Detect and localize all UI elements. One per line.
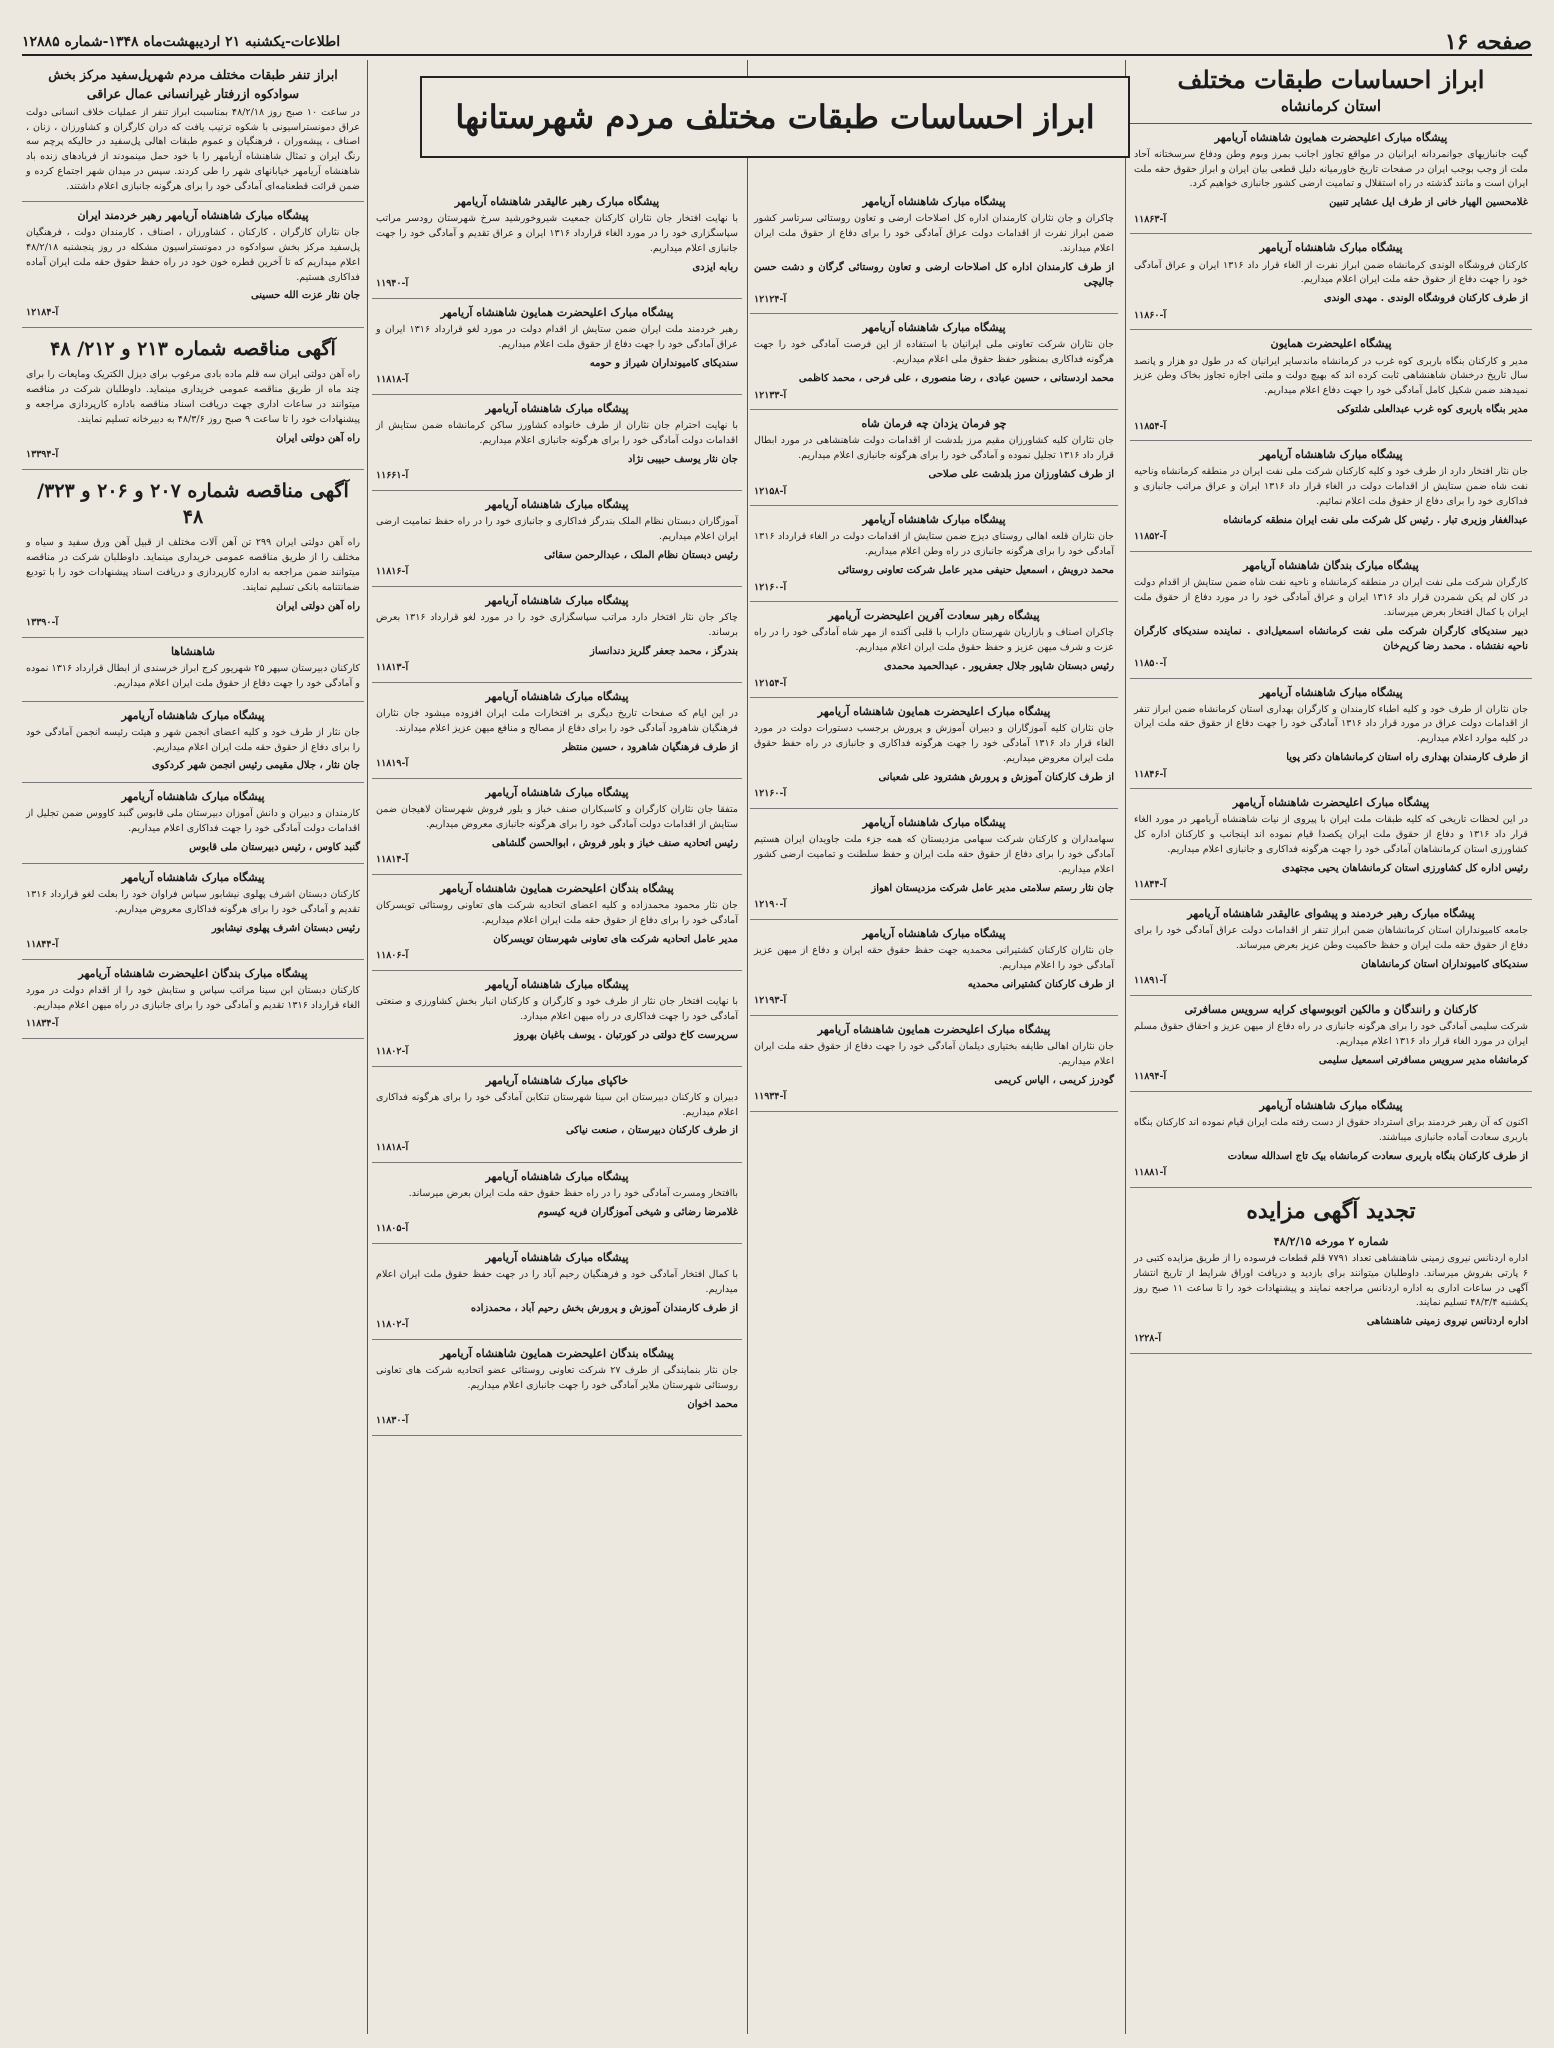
announcement	[372, 299, 742, 395]
page-header	[22, 30, 1532, 56]
announcement-body: کارگران شرکت ملی نفت ایران در منطقه کرمانشاه و ناحیه نفت شاه ضمن ستایش از اقدام دولت در کان لم یکن شمردن قرار داد ۱۳۱۶ ایران و عراق آمادگی خود را در مورد دفاع از حقوق ملت ایران با کمال افتخار بعرض میرساند.	[1134, 577, 1529, 618]
announcement-signature: محمد اخوان	[687, 1398, 738, 1410]
announcement-signature: عبدالغفار وزیری تبار . رئیس کل شرکت ملی نفت ایران منطقه کرمانشاه	[1223, 514, 1528, 526]
announcement-code: آ-۱۱۸۴۴	[1134, 879, 1167, 891]
announcement	[750, 506, 1118, 602]
announcement-title: پیشگاه مبارک شاهنشاه آریامهر	[862, 816, 1006, 830]
announcement-body: مدیر و کارکنان بنگاه باربری کوه غرب در کرمانشاه ماندسایر ایرانیان که در طول دو هزار و پانصد سال تاریخ درخشان شاهنشاهی ثابت کرده اند که بهیچ دولت و ملتی اجازه تجاوز بخاک وطن عزیز نمیدهند ضمن شکیل کامل آمادگی خود را جهت دفاع اعلام میداریم.	[1134, 355, 1528, 397]
announcement	[750, 1016, 1118, 1112]
announcement-signature: کرمانشاه مدیر سرویس مسافرتی اسمعیل سلیمی	[1318, 1054, 1528, 1066]
announcement-body: جان نثار افتخار دارد از طرف خود و کلیه کارکنان شرکت ملی نفت ایران در منطقه کرمانشاه وناحیه نفت شاه ضمن ستایش از اقدامات دولت در الغاء قرار داد ۱۳۱۶ ایران و عراق مراتب جانبازی و فداکاری خود را برای دفاع از حقوق ملت اعلام نمائیم.	[1134, 466, 1529, 508]
announcement	[1130, 996, 1532, 1092]
announcement-code: آ-۱۱۸۵۲	[1134, 531, 1167, 543]
announcement	[1130, 330, 1532, 441]
announcement	[22, 202, 364, 328]
announcement-title: پیشگاه مبارک شاهنشاه آریامهر	[485, 497, 629, 511]
announcement-body: با نهایت احترام جان نثاران از طرف خانواده کشاورز ساکن کرمانشاه ضمن ستایش از اقدامات دولت آمادگی خود را برای هرگونه جانبازی اعلام میداریم.	[376, 419, 738, 446]
announcement-body: کارکنان دبیرستان سپهر ۲۵ شهریور کرج ابراز خرسندی از ابطال قرارداد ۱۳۱۶ نموده و آمادگی خود را جهت دفاع از حقوق ملت ایران اعلام میداریم.	[26, 662, 360, 689]
announcement	[372, 1067, 742, 1163]
announcement-signature: محمد اردستانی ، حسین عبادی ، رضا منصوری ، علی فرحی ، محمد کاظمی	[798, 373, 1114, 385]
announcement-title: پیشگاه مبارک شاهنشاه آریامهر	[485, 593, 629, 607]
announcement-signature: جان نثار رستم سلامتی مدیر عامل شرکت مزدیستان اهواز	[871, 882, 1114, 894]
announcement-body: جان نثار از طرف خود و کلیه اعضای انجمن شهر و هیئت رئیسه انجمن آمادگی خود را برای دفاع از حقوق حقه ملت ایران اعلام میداریم.	[26, 726, 360, 753]
announcement-code: آ-۱۲۱۹۳	[754, 995, 787, 1007]
auction-code: آ-۱۲۲۸	[1134, 1332, 1162, 1344]
column-rule	[367, 60, 368, 2034]
announcement	[22, 783, 364, 864]
announcement-title: کارکنان و رانندگان و مالکین اتوبوسهای کرایه سرویس مسافرتی	[1184, 1003, 1478, 1017]
announcement-body: جان نثاران کارگران ، کارکنان ، کشاورزان ، اصناف ، کارمندان دولت ، فرهنگیان پل‌سفید مرکز بخش سوادکوه در دمونستراسیون مشکله در روز پنجشنبه ۴۸/۲/۱۸ اعلام میداریم که تا آخرین قطره خون خود در راه حفظ حقوق حقه ملت ایران آماده فداکاری هستیم.	[26, 226, 360, 283]
announcement-code: آ-۱۱۸۹۱	[1134, 975, 1167, 987]
announcement-title: پیشگاه مبارک شاهنشاه آریامهر	[121, 789, 265, 803]
announcement-signature: بندرگز ، محمد جعفر گلریز دندانساز	[590, 645, 738, 657]
auction-body: اداره اردنانس نیروی زمینی شاهنشاهی تعداد ۷۷۹۱ قلم قطعات فرسوده را از طریق مزایده کتبی در ۶ پارتی بفروش میرساند. داوطلبان میتوانند برای بازدید و دریافت اوراق شرایط از تاریخ انتشار آگهی در ساعات اداری به اداره اردنانس مراجعه نمایند و پیشنهادات خود را تا ساعت ۱۱ صبح روز یکشنبه ۴۸/۳/۴ تسلیم نمایند.	[1134, 1252, 1528, 1309]
announcement	[372, 1244, 742, 1340]
tender-code: آ-۱۳۳۹۴	[26, 449, 59, 461]
announcement-body: جان نثاران از طرف خود و کلیه اطباء کارمندان و کارگران بهداری استان کرمانشاه ضمن ابراز تنفر از اقدامات دولت عراق در مورد قرار داد ۱۳۱۶ آمادگی خود را جهت دفاع از حقوق حقه ملت ایران در کلیه موارد اعلام میداریم.	[1134, 703, 1528, 745]
announcement-code: آ-۱۱۸۰۲	[376, 1046, 409, 1057]
announcement-code: آ-۱۱۸۳۴	[26, 1017, 59, 1029]
announcement-signature: جان نثار عزت الله حسینی	[250, 290, 360, 302]
announcement-body: کارکنان دبستان ابن سینا مراتب سپاس و ستایش خود را از اقدام دولت در مورد الغاء قرارداد ۱۳۱۶ تقدیم و آمادگی خود را برای جانبازی در راه میهن اعلام میداریم.	[26, 985, 360, 1012]
announcement-body: آموزگاران دبستان نظام الملک بندرگز فداکاری و جانبازی خود را در راه حفظ تمامیت ارضی ایران اعلام میداریم.	[376, 515, 738, 542]
announcement-code: آ-۱۱۸۵۰	[1134, 657, 1167, 669]
announcement-code: آ-۱۱۸۰۲	[376, 1319, 409, 1331]
announcement	[1130, 441, 1532, 552]
announcement-signature: سندیکای کامیونداران شیراز و حومه	[589, 357, 738, 369]
announcement-body: کارکنان دبستان اشرف پهلوی نیشابور سپاس فراوان خود را بعلت لغو قرارداد ۱۳۱۶ تقدیم و آمادگی خود را برای هرگونه فداکاری معروض میداریم.	[26, 889, 360, 916]
announcement	[750, 920, 1118, 1016]
announcement-code: آ-۱۱۸۴۶	[1134, 768, 1167, 780]
announcement-body: جان نثاران کارکنان کشتیرانی محمدیه جهت حفظ حقوق حقه ایران و دفاع از میهن عزیز آمادگی خود را اعلام میداریم.	[754, 945, 1114, 971]
announcement-code: آ-۱۲۱۶۰	[754, 581, 787, 593]
announcement-code: آ-۱۲۱۳۳	[754, 389, 787, 401]
page-number: صفحه ۱۶	[1444, 29, 1532, 55]
announcement-signature: گودرز کریمی ، الیاس کریمی	[994, 1074, 1114, 1086]
announcement-body: جان نثار بنمایندگی از طرف ۲۷ شرکت تعاونی روستائی عضو اتحادیه شرکت های تعاونی روستائی شهرستان ملایر آمادگی خود را جهت جانبازی اعلام میداریم.	[376, 1364, 738, 1391]
announcement-body: جان نثاران کلیه آموزگاران و دبیران آموزش و پرورش برجسب دستورات دولت در مورد الغاء قرار داد ۱۳۱۶ آمادگی خود را جهت هرگونه فداکاری و جانبازی در راه حفظ حقوق ملت ایران معروض میداریم.	[754, 723, 1114, 765]
announcement-title: پیشگاه مبارک شاهنشاه آریامهر رهبر خردمند ایران	[77, 208, 309, 222]
announcement-title: پیشگاه بندگان اعلیحضرت همایون شاهنشاه آریامهر	[440, 881, 674, 895]
announcement	[1130, 679, 1532, 790]
issue-line: اطلاعات-یکشنبه ۲۱ اردیبهشت‌ماه ۱۳۴۸-شماره ۱۲۸۸۵	[22, 34, 341, 50]
announcement-code: آ-۱۱۶۶۱	[376, 470, 409, 482]
announcement-title: پیشگاه مبارک شاهنشاه آریامهر	[485, 785, 629, 799]
tender-title: آگهی مناقصه شماره ۲۱۳ و ۲۱۲/ ۴۸	[50, 337, 336, 360]
announcement	[750, 188, 1118, 314]
announcement-code: آ-۱۱۸۱۳	[376, 662, 409, 674]
announcement	[372, 395, 742, 491]
announcement	[1130, 789, 1532, 900]
announcement-signature: سرپرست کاخ دولتی در کورتبان . یوسف باغبان بهروز	[514, 1029, 738, 1041]
auction-notice	[1130, 1188, 1532, 1353]
announcement-signature: محمد درویش ، اسمعیل حنیفی مدیر عامل شرکت تعاونی روستائی	[837, 565, 1114, 577]
announcement-body: شرکت سلیمی آمادگی خود را برای هرگونه جانبازی در راه دفاع از میهن عزیز و احقاق حقوق مسلم ایران در مورد الغاء قرار داد ۱۳۱۶ اعلام میداریم.	[1134, 1021, 1528, 1048]
announcement-body: در این لحظات تاریخی که کلیه طبقات ملت ایران با پیروی از نیات شاهنشاه آریامهر در مورد الغاء قرار داد ۱۳۱۶ و دفاع از حقوق ملت ایران یکصدا قیام نموده اند اینجانب و کارکنان اداره کل کشاورزی استان کرمانشاهان آمادگی خود را جهت هرگونه فداکاری و جانبازی اعلام میداریم.	[1134, 814, 1528, 856]
auction-number: شماره ۲ مورخه ۴۸/۲/۱۵	[1273, 1234, 1389, 1248]
announcement-signature: رئیس دبستان شاپور جلال جعفرپور . عبدالحمید محمدی	[883, 661, 1114, 673]
announcement-code: آ-۱۱۹۴۰	[376, 278, 409, 290]
middle-left-column	[372, 60, 742, 2034]
tender-notice	[22, 470, 364, 638]
announcement-title: پیشگاه مبارک شاهنشاه آریامهر	[1259, 241, 1403, 255]
announcement	[1130, 900, 1532, 996]
announcement-signature: از طرف کارکنان آموزش و پرورش هشترود علی شعبانی	[878, 771, 1114, 783]
announcement-code: آ-۱۱۸۶۳	[1134, 213, 1167, 225]
announcement	[22, 864, 364, 960]
announcement-code: آ-۱۱۸۵۴	[1134, 420, 1167, 432]
announcement-body: کارمندان و دبیران و دانش آموزان دبیرستان ملی قابوس گنبد کاووس ضمن تجلیل از اقدامات دولت آمادگی خود را جهت فداکاری اعلام میداریم.	[26, 807, 360, 834]
announcement-title: پیشگاه مبارک اعلیحضرت همایون شاهنشاه آریامهر	[440, 305, 674, 319]
announcement-title: پیشگاه مبارک شاهنشاه آریامهر	[485, 689, 629, 703]
announcement-code: آ-۱۱۸۱۹	[376, 758, 409, 770]
announcement-signature: ربابه ایزدی	[692, 261, 738, 273]
announcement-signature: از طرف کارکنان دبیرستان ، صنعت نیاکی	[565, 1125, 738, 1137]
auction-signature: اداره اردنانس نیروی زمینی شاهنشاهی	[1366, 1316, 1528, 1328]
announcement	[22, 960, 364, 1038]
announcement-code: آ-۱۱۸۱۸	[376, 1141, 409, 1153]
middle-right-column	[750, 60, 1118, 2034]
announcement-signature: سندیکای کامیونداران استان کرمانشاهان	[1360, 958, 1528, 970]
tender-body: راه آهن دولتی ایران ۲۹۹ تن آهن آلات مختلف از قبیل آهن ورق سفید و سیاه و مختلف را از طریق مناقصه عمومی خریداری مینماید. داوطلبان شرکت در مناقصه میتوانند ضمن مراجعه به اداره کارپردازی و دریافت اسناد پیشنهادات خود را با تودیع ضمانتنامه بانکی تسلیم نمایند.	[26, 537, 360, 593]
announcement-signature: از طرف کارمندان بهداری راه استان کرمانشاهان دکتر پویا	[1286, 752, 1528, 764]
announcement-body: رهبر خردمند ملت ایران ضمن ستایش از اقدام دولت در مورد لغو قرارداد ۱۳۱۶ ایران و عراق آمادگی خود را جهت دفاع از حقوق ملت اعلام میداریم.	[376, 323, 738, 350]
announcement-title: پیشگاه مبارک اعلیحضرت همایون شاهنشاه آریامهر	[1214, 130, 1448, 144]
tender-title: آگهی مناقصه شماره ۲۰۷ و ۲۰۶ و ۳۲۳/ ۴۸	[37, 479, 349, 528]
announcement-code: آ-۱۲۱۶۰	[754, 788, 787, 800]
announcement-title: پیشگاه بندگان اعلیحضرت همایون شاهنشاه آریامهر	[440, 1346, 674, 1360]
announcement-body: جان نثاران اهالی طایفه بختیاری دیلمان آمادگی خود را جهت دفاع از حقوق حقه ملت ایران اعلام میداریم.	[754, 1041, 1114, 1067]
announcement-body: با نهایت افتخار جان نثاران کارکنان جمعیت شیروخورشید سرخ شهرستان رودسر مراتب سپاسگزاری خود را در مورد الغاء قرارداد ۱۳۱۶ ایران و عراق تقدیم و آمادگی خود را جهت جانبازی اعلام میداریم.	[376, 213, 738, 254]
announcement-title: پیشگاه اعلیحضرت همایون	[1270, 337, 1392, 351]
announcement-body: در این ایام که صفحات تاریخ دیگری بر افتخارات ملت ایران افزوده میشود جان نثاران فرهنگیان شاهرود آمادگی خود را برای دفاع از مصالح و منافع میهن عزیز اعلام میدارند.	[376, 707, 738, 734]
announcement-title: پیشگاه مبارک شاهنشاه آریامهر	[485, 401, 629, 415]
announcement-body: جان نثار محمود محمدزاده و کلیه اعضای اتحادیه شرکت های تعاونی روستائی تویسرکان آمادگی خود را برای دفاع از حقوق حقه ملت ایران اعلام میداریم.	[376, 899, 738, 926]
right-column	[1130, 60, 1532, 2034]
announcement-code: آ-۱۲۱۵۴	[754, 677, 787, 689]
story-body: در ساعت ۱۰ صبح روز ۴۸/۲/۱۸ بمناسبت ابراز تنفر از عملیات خلاف انسانی دولت عراق دمونستراسیونی با شکوه ترتیب یافت که دران کارگران و کشاورزان ، زنان ، اصناف ، پیشه‌وران ، فرهنگیان و عموم طبقات اهالی پل‌سفید در حالیکه پرچم سه رنگ ایران و تمثال شاهنشاه آریامهر را با خود حمل مینمودند از فریادهای زنده باد شاهنشاه آریامهر خیابانهای شهر را طی کردند. سپس در میدان شهر اجتماع کرده و ضمن قرائت قطعنامه‌ای آمادگی خود را برای هرگونه جانبازی اعلام داشتند.	[26, 106, 360, 193]
announcement-body: جان نثاران شرکت تعاونی ملی ایرانیان با استفاده از این فرصت آمادگی خود را جهت هرگونه فداکاری بمنظور حفظ حقوق ملی اعلام میداریم.	[754, 339, 1114, 366]
announcement-body: با کمال افتخار آمادگی خود و فرهنگیان رحیم آباد را در جهت حفظ حقوق ملت ایران اعلام میداریم.	[376, 1268, 738, 1295]
announcement	[1130, 552, 1532, 678]
announcement	[372, 1340, 742, 1436]
announcement	[750, 410, 1118, 506]
announcement-body: چاکران و جان نثاران کارمندان اداره کل اصلاحات ارضی و تعاون روستائی سرتاسر کشور ضمن ابراز نفرت از اقدامات دولت عراق آمادگی خود را برای دفاع از حقوق ملت ایران اعلام میدارند.	[754, 213, 1114, 254]
announcement-code: آ-۱۱۸۰۶	[376, 950, 409, 962]
announcement-signature: مدیر عامل اتحادیه شرکت های تعاونی شهرستان تویسرکان	[493, 933, 738, 945]
announcement-code: آ-۱۱۸۱۴	[376, 854, 409, 866]
announcement-signature: رئیس اداره کل کشاورزی استان کرمانشاهان یحیی مجتهدی	[1282, 862, 1528, 874]
announcement-body: گیت جانبازیهای جوانمردانه ایرانیان در مواقع تجاوز اجانب بمرز وبوم وطن ودفاع سرسختانه آحاد ملت از وجب بوجب ایران در صفحات تاریخ خاورمیانه دلیل قطعی بیان ایران و ابراز حقوق حقه ملت ایران است و مانند گذشته در راه استقلال و تمامیت ارضی کشور جانبازی خواهیم کرد.	[1134, 148, 1528, 190]
announcement-body: چاکر جان نثار افتخار دارد مراتب سپاسگزاری خود را در مورد لغو قرارداد ۱۳۱۶ بعرض برساند.	[376, 611, 738, 638]
announcement-body: سهامداران و کارکنان شرکت سهامی مزدیستان که همه جزء ملت جاویدان ایران هستیم آمادگی خود را برای دفاع از حقوق حقه ملت ایران و حفظ سلطنت و تمامیت ارضی کشور اعلام میداریم.	[754, 834, 1114, 875]
announcement-signature: گنبد کاوس ، رئیس دبیرستان ملی قابوس	[189, 841, 360, 853]
announcement-code: آ-۱۱۸۱۸	[376, 374, 409, 386]
section-title: ابراز احساسات طبقات مختلف استان کرمانشاه	[1130, 60, 1532, 124]
auction-title: تجدید آگهی مزایده	[1246, 1198, 1416, 1225]
announcement-title: پیشگاه مبارک شاهنشاه آریامهر	[862, 195, 1006, 208]
announcement-title: چو فرمان یزدان چه فرمان شاه	[861, 417, 1007, 431]
announcement-code: آ-۱۱۸۴۴	[26, 939, 59, 951]
announcement	[372, 971, 742, 1067]
announcement	[372, 491, 742, 587]
announcement-title: پیشگاه مبارک شاهنشاه آریامهر	[1259, 1099, 1403, 1113]
announcement-title: پیشگاه رهبر سعادت آفرین اعلیحضرت آریامهر	[828, 609, 1040, 623]
tender-signature: راه آهن دولتی ایران	[276, 600, 360, 612]
announcement	[372, 1163, 742, 1244]
announcement-title: پیشگاه مبارک اعلیحضرت همایون شاهنشاه آریامهر	[817, 1022, 1051, 1036]
announcement	[372, 587, 742, 683]
announcement-title: خاکپای مبارک شاهنشاه آریامهر	[485, 1073, 629, 1087]
tender-notice	[22, 328, 364, 470]
announcement-code: آ-۱۲۱۲۴	[754, 293, 787, 305]
announcement-signature: مدیر بنگاه باربری کوه غرب عبدالعلی شلتوکی	[1336, 404, 1528, 416]
tender-signature: راه آهن دولتی ایران	[276, 432, 360, 444]
announcement-title: پیشگاه مبارک شاهنشاه آریامهر	[121, 708, 265, 722]
announcement-signature: دبیر سندیکای کارگران شرکت ملی نفت کرمانشاه اسمعیل‌ادی . نماینده سندیکای کارگران ناحیه نفتشاه . محمد رضا کریم‌خان	[1134, 625, 1528, 653]
announcement-signature: از طرف کارمندان اداره کل اصلاحات ارضی و تعاون روستائی گرگان و دشت حسن جالیچی	[754, 261, 1114, 289]
announcement-code: آ-۱۱۸۹۴	[1134, 1071, 1167, 1083]
announcement-title: پیشگاه مبارک شاهنشاه آریامهر	[485, 1250, 629, 1264]
announcement-title: پیشگاه مبارک رهبر خردمند و پیشوای عالیقدر شاهنشاه آریامهر	[1187, 907, 1475, 921]
announcement-signature: از طرف کشاورزان مرز بلدشت علی صلاحی	[928, 469, 1114, 481]
announcement-signature: از طرف فرهنگیان شاهرود ، حسین منتظر	[562, 741, 738, 753]
announcement	[1130, 234, 1532, 330]
announcement-code: آ-۱۱۸۱۶	[376, 566, 409, 578]
announcement-title: پیشگاه مبارک شاهنشاه آریامهر	[862, 926, 1006, 940]
announcement	[372, 875, 742, 971]
announcement	[372, 779, 742, 875]
announcement	[372, 188, 742, 299]
announcement-signature: رئیس دبستان اشرف پهلوی نیشابور	[211, 922, 360, 934]
announcement-code: آ-۱۱۸۶۰	[1134, 309, 1167, 321]
announcement-title: پیشگاه مبارک شاهنشاه آریامهر	[1259, 448, 1403, 462]
announcement-body: باافتخار ومسرت آمادگی خود را در راه حفظ حقوق حقه ملت ایران بعرض میرساند.	[408, 1187, 738, 1199]
announcement-body: اکنون که آن رهبر خردمند برای استرداد حقوق از دست رفته ملت ایران قیام نموده اند کارکنان بنگاه باربری سعادت آماده جانبازی میباشند.	[1134, 1117, 1528, 1144]
announcement-title: شاهنشاها	[170, 644, 215, 658]
announcement-title: پیشگاه مبارک شاهنشاه آریامهر	[485, 977, 629, 991]
announcement	[372, 683, 742, 779]
announcement	[1130, 124, 1532, 235]
announcement-code: آ-۱۲۱۸۴	[26, 306, 59, 318]
announcement	[750, 698, 1118, 809]
announcement-title: پیشگاه مبارک شاهنشاه آریامهر	[862, 321, 1006, 335]
announcement-signature: رئیس اتحادیه صنف خباز و بلور فروش ، ابوالحسن گلشاهی	[492, 837, 738, 849]
announcement-title: پیشگاه مبارک بندگان شاهنشاه آریامهر	[1243, 559, 1419, 573]
announcement	[750, 809, 1118, 920]
announcement-title: پیشگاه مبارک اعلیحضرت همایون شاهنشاه آریامهر	[817, 705, 1051, 719]
announcement-title: پیشگاه مبارک بندگان اعلیحضرت شاهنشاه آریامهر	[78, 967, 308, 981]
announcement-title: پیشگاه مبارک رهبر عالیقدر شاهنشاه آریامهر	[454, 195, 660, 208]
announcement	[22, 702, 364, 783]
announcement-title: پیشگاه مبارک شاهنشاه آریامهر	[1259, 685, 1403, 699]
announcement-signature: رئیس دبستان نظام الملک ، عبدالرحمن سقائی	[544, 549, 738, 561]
announcement-body: جامعه کامیونداران استان کرمانشاهان ضمن ابراز تنفر از اقدامات دولت عراق آمادگی خود را برای دفاع از حقوق حقه ملت ایران و حفظ حاکمیت وطن عزیز بعرض میرساند.	[1134, 925, 1528, 952]
left-column	[22, 60, 364, 2034]
tender-body: راه آهن دولتی ایران سه قلم ماده بادی مرغوب برای دیزل الکتریک ومایعات را برای چند ماه از طریق مناقصه عمومی خریداری مینماید. داوطلبان شرکت در مناقصه میتوانند در ساعات اداری جهت دریافت اسناد مناقصه باداره کارپردازی مراجعه و پیشنهادات خود را تا ساعت ۹ صبح روز ۴۸/۳/۶ به دبیرخانه تسلیم نمایند.	[26, 369, 360, 425]
announcement-title: پیشگاه مبارک شاهنشاه آریامهر	[862, 513, 1006, 527]
announcement-signature: از طرف کارکنان فروشگاه الوندی . مهدی الوندی	[1323, 293, 1528, 305]
announcement-signature: غلامحسین الهیار خانی از طرف ایل عشایر تنبین	[1329, 197, 1528, 209]
announcement-signature: غلامرضا رضائی و شیخی آموزگاران فریه کیسوم	[537, 1206, 738, 1218]
tender-code: آ-۱۳۳۹۰	[26, 617, 59, 629]
column-rule	[1125, 60, 1126, 2034]
announcement-code: آ-۱۱۸۳۰	[376, 1415, 409, 1427]
announcement-body: جان نثاران کلیه کشاورزان مقیم مرز بلدشت از اقدامات دولت شاهنشاهی در مورد ابطال قرار داد ۱۳۱۶ تجلیل نموده و آمادگی خود را برای هرگونه جانبازی اعلام میداریم.	[754, 435, 1114, 462]
announcement-signature: از طرف کارکنان کشتیرانی محمدیه	[967, 978, 1114, 990]
story-title: ابراز تنفر طبقات مختلف مردم شهرپل‌سفید مرکز بخش سوادکوه ازرفتار غیرانسانی عمال عراقی	[48, 67, 338, 102]
announcement-signature: از طرف کارکنان بنگاه باربری سعادت کرمانشاه بیک تاج اسدالله سعادت	[1227, 1150, 1528, 1162]
announcement-code: آ-۱۱۸۰۵	[376, 1223, 409, 1235]
announcement	[750, 314, 1118, 410]
announcement-signature: از طرف کارمندان آموزش و پرورش بخش رحیم آباد ، محمدزاده	[470, 1302, 738, 1314]
announcement-signature: جان نثار یوسف حبیبی نژاد	[628, 453, 738, 465]
announcement-title: پیشگاه مبارک اعلیحضرت شاهنشاه آریامهر	[1232, 796, 1430, 810]
announcement	[22, 638, 364, 702]
announcement-code: آ-۱۲۱۹۰	[754, 899, 787, 911]
announcement-code: آ-۱۲۱۵۸	[754, 485, 787, 497]
story	[22, 60, 364, 202]
announcement-body: متفقا جان نثاران کارگران و کاسبکاران صنف خباز و بلور فروش شهرستان لاهیجان ضمن ستایش از اقدامات دولت آمادگی خود را برای هرگونه جانبازی معروض میداریم.	[376, 803, 738, 830]
announcement-code: آ-۱۱۸۸۱	[1134, 1167, 1167, 1179]
announcement	[1130, 1092, 1532, 1188]
announcement-body: دبیران و کارکنان دبیرستان ابن سینا شهرستان تنکابن آمادگی خود را برای هرگونه فداکاری اعلام میداریم.	[376, 1091, 738, 1118]
column-rule	[747, 60, 748, 2034]
section-subtitle: استان کرمانشاه	[1280, 97, 1382, 116]
announcement	[750, 602, 1118, 698]
announcement-body: چاکران اصناف و بازاریان شهرستان داراب با قلبی آکنده از مهر شاه آمادگی خود را در راه عزت و شرف میهن عزیز و حفظ حقوق ملت ایران اعلام میداریم.	[754, 627, 1114, 654]
announcement-body: کارکنان فروشگاه الوندی کرمانشاه ضمن ابراز نفرت از الغاء قرار داد ۱۳۱۶ ایران و عراق آمادگی خود را جهت دفاع از حقوق حقه ملت ایران اعلام میداریم.	[1134, 259, 1528, 286]
main-headline: ابراز احساسات طبقات مختلف مردم شهرستانها	[420, 76, 1130, 158]
announcement-code: آ-۱۱۹۳۴	[754, 1091, 787, 1103]
announcement-body: جان نثاران قلعه اهالی روستای دیزج ضمن ستایش از اقدامات دولت در الغاء قرارداد ۱۳۱۶ آمادگی خود را برای هرگونه جانبازی در راه وطن اعلام میداریم.	[754, 531, 1114, 558]
announcement-title: پیشگاه مبارک شاهنشاه آریامهر	[485, 1169, 629, 1183]
announcement-body: با نهایت افتخار جان نثار از طرف خود و کارگران و کارکنان انبار بخش کشاورزی و صنعتی آمادگی خود را جهت فداکاری در راه میهن اعلام میدارد.	[376, 995, 738, 1022]
announcement-signature: جان نثار ، جلال مقیمی رئیس انجمن شهر کردکوی	[151, 760, 360, 772]
announcement-title: پیشگاه مبارک شاهنشاه آریامهر	[121, 871, 265, 885]
